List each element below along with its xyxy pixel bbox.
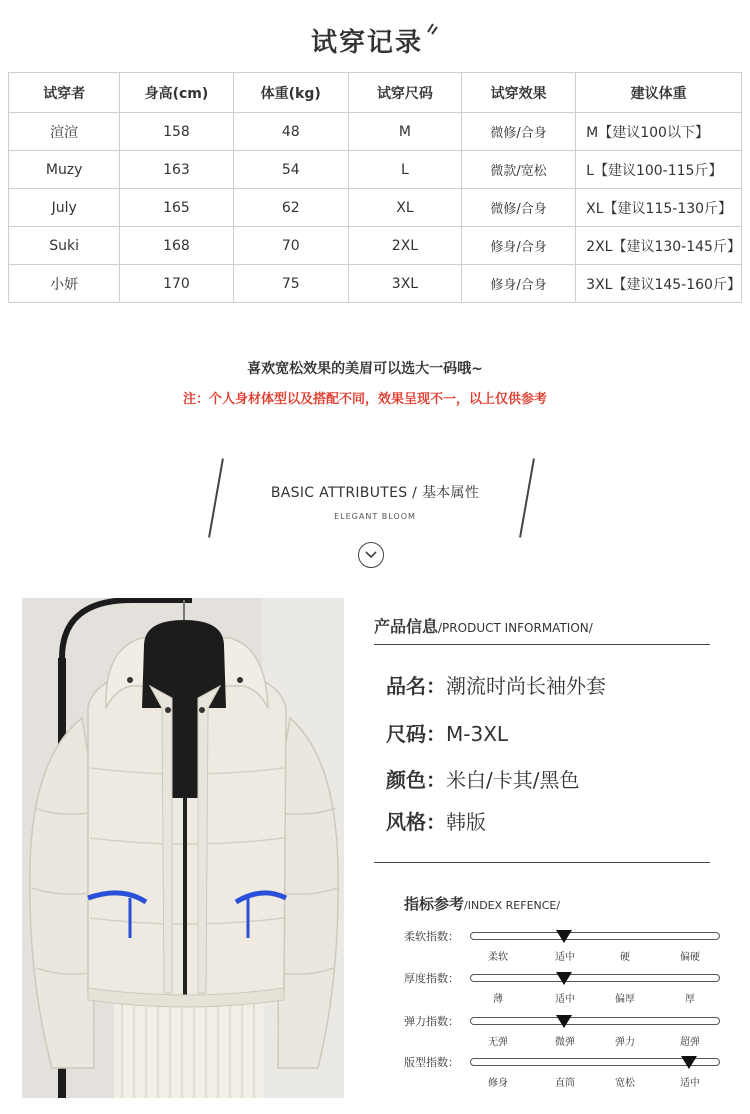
index-tick-label: 柔软 [488,952,508,963]
index-tick-label: 无弹 [488,1037,508,1048]
index-tick-label: 偏厚 [615,994,635,1005]
table-cell: 165 [120,189,233,227]
index-label: 柔软指数： [404,930,459,943]
page-title: 试穿记录 [0,22,750,59]
index-tick-label: 直筒 [555,1078,575,1089]
table-header-cell: 试穿者 [9,73,120,113]
index-level-marker [556,1015,572,1028]
index-tick-label: 偏硬 [680,952,700,963]
table-cell: 2XL [348,227,461,265]
info-row-style: 风格：韩版 [386,810,486,834]
index-slider-track [470,974,720,982]
table-row [9,151,742,189]
table-cell: XL [348,189,461,227]
index-label: 版型指数： [404,1056,459,1069]
index-tick-label: 适中 [555,994,575,1005]
table-header-row [9,73,742,113]
index-tick-label: 厚 [685,994,695,1005]
table-cell: 修身/合身 [462,265,576,303]
index-level-marker [556,930,572,943]
table-row [9,265,742,303]
index-slider-track [470,932,720,940]
basic-attributes-subtitle: ELEGANT BLOOM [334,512,416,521]
table-header-cell: 试穿效果 [462,73,576,113]
basic-attributes-title: BASIC ATTRIBUTES / 基本属性 [270,485,480,501]
table-cell: L [348,151,461,189]
table-cell: 48 [233,113,348,151]
index-level-marker [681,1056,697,1069]
table-row [9,227,742,265]
divider [374,862,710,863]
info-row-size: 尺码：M-3XL [386,722,509,746]
table-row [9,189,742,227]
index-tick-label: 微弹 [555,1037,575,1048]
table-cell: 小妍 [9,265,120,303]
table-cell: 54 [233,151,348,189]
table-cell: 微修/合身 [462,113,576,151]
table-cell: Muzy [9,151,120,189]
product-info-heading: 产品信息/PRODUCT INFORMATION/ [374,617,593,636]
disclaimer-note: 注：个人身材体型以及搭配不同，效果呈现不一，以上仅供参考 [182,392,547,407]
table-header-cell: 建议体重 [576,73,742,113]
table-cell: 微修/合身 [462,189,576,227]
info-row-color: 颜色：米白/卡其/黑色 [386,768,580,792]
table-row [9,113,742,151]
table-header-cell: 体重(kg) [233,73,348,113]
chevron-down-icon [365,550,377,560]
index-slider-track [470,1017,720,1025]
puffer-jacket-image [22,598,344,1098]
info-row-name: 品名：潮流时尚长袖外套 [386,674,606,698]
index-tick-label: 超弹 [680,1037,700,1048]
scroll-down-button[interactable] [358,542,384,568]
index-reference-heading: 指标参考/INDEX REFENCE/ [404,895,561,913]
fitting-record-table [8,72,742,303]
index-tick-label: 修身 [488,1078,508,1089]
index-tick-label: 弹力 [615,1037,635,1048]
size-tip: 喜欢宽松效果的美眉可以选大一码哦~ [247,361,483,377]
index-tick-label: 宽松 [615,1078,635,1089]
table-cell: 2XL【建议130-145斤】 [576,227,742,265]
table-cell: 163 [120,151,233,189]
table-cell: 微款/宽松 [462,151,576,189]
sparkle-decoration [425,22,439,38]
table-header-cell: 试穿尺码 [348,73,461,113]
table-cell: 158 [120,113,233,151]
table-cell: 渲渲 [9,113,120,151]
index-level-marker [556,972,572,985]
table-cell: 3XL【建议145-160斤】 [576,265,742,303]
table-cell: 168 [120,227,233,265]
table-cell: 170 [120,265,233,303]
table-cell: XL【建议115-130斤】 [576,189,742,227]
index-tick-label: 适中 [555,952,575,963]
table-cell: 75 [233,265,348,303]
index-label: 弹力指数： [404,1015,459,1028]
table-header-cell: 身高(cm) [120,73,233,113]
table-cell: July [9,189,120,227]
decorative-slash-left [208,458,224,537]
table-cell: 70 [233,227,348,265]
index-tick-label: 薄 [493,994,503,1005]
table-cell: 3XL [348,265,461,303]
index-label: 厚度指数： [404,972,459,985]
table-cell: M [348,113,461,151]
table-cell: M【建议100以下】 [576,113,742,151]
divider [374,644,710,645]
table-cell: Suki [9,227,120,265]
table-cell: L【建议100-115斤】 [576,151,742,189]
table-cell: 62 [233,189,348,227]
index-tick-label: 硬 [620,952,630,963]
index-tick-label: 适中 [680,1078,700,1089]
table-cell: 修身/合身 [462,227,576,265]
product-photo [22,598,344,1098]
